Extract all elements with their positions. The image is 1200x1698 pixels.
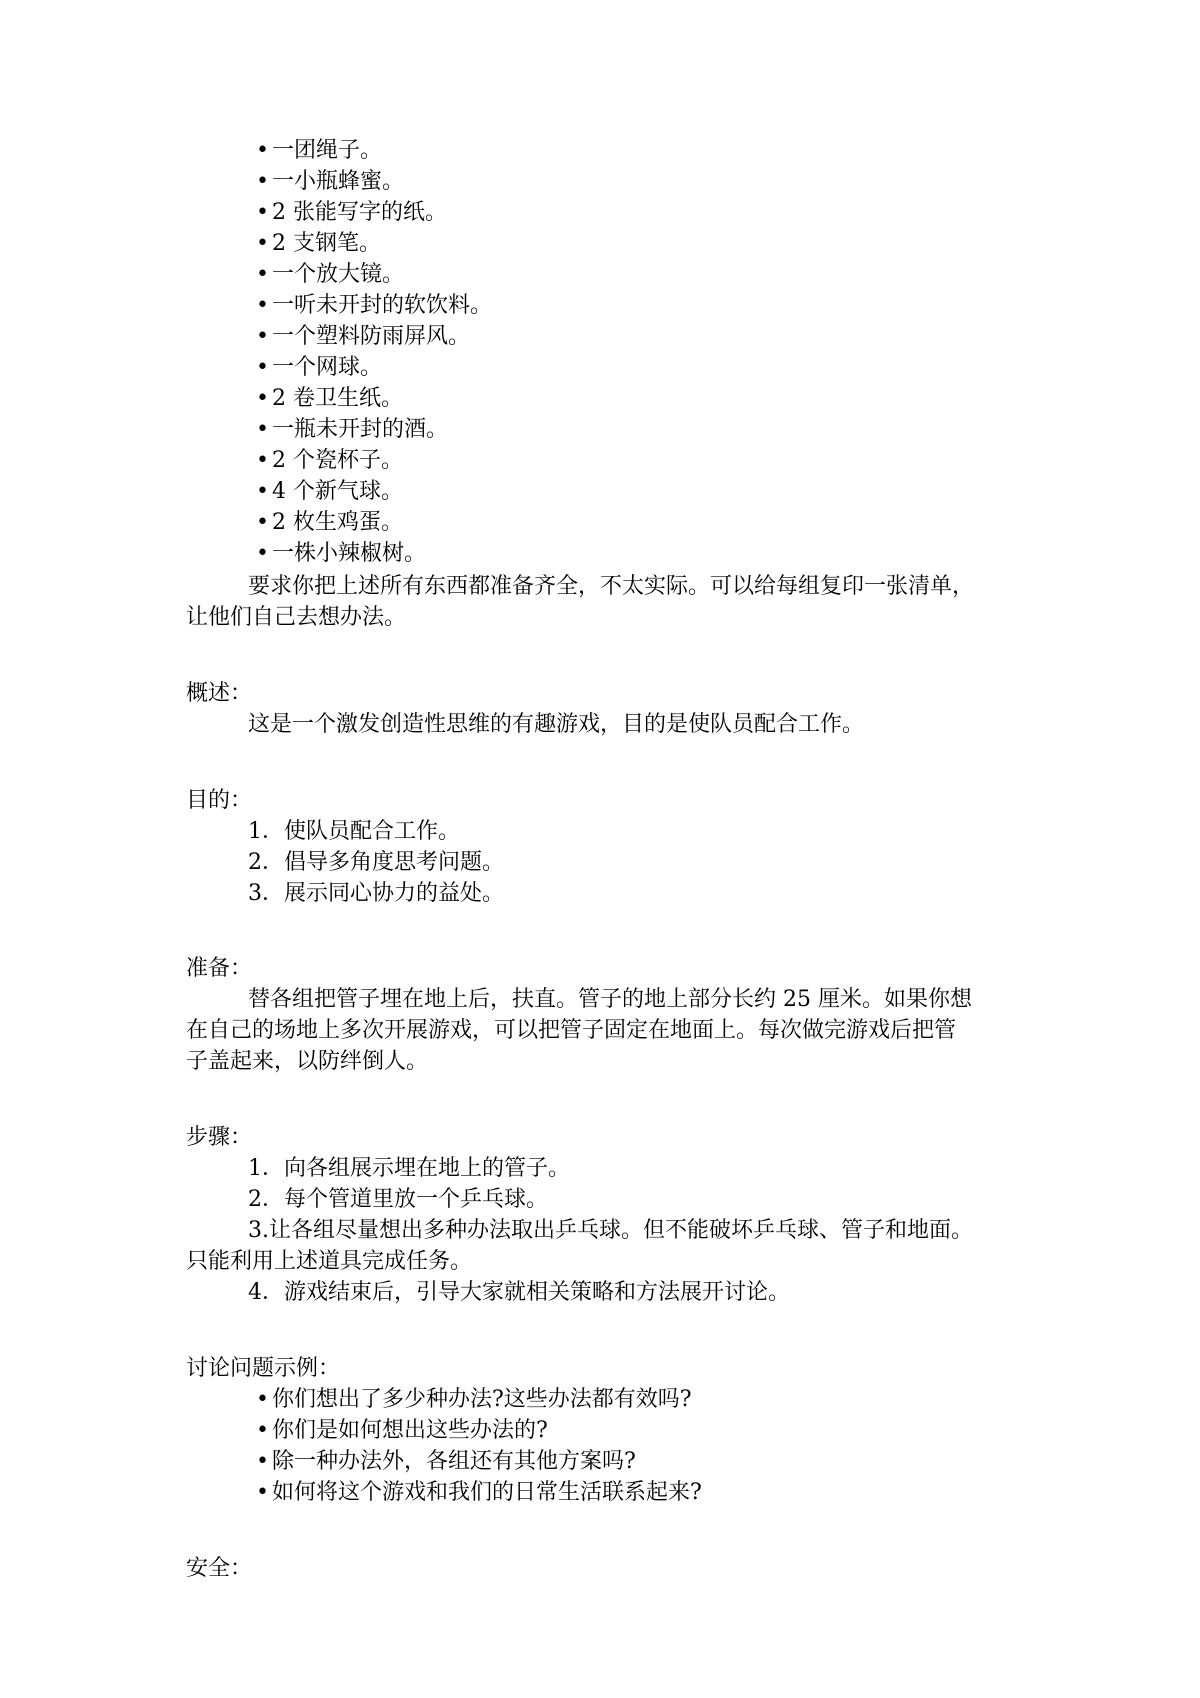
list-item: • 一个放大镜。 — [256, 264, 404, 286]
preparation-line3: 子盖起来，以防绊倒人。 — [186, 1049, 429, 1074]
step-item: 3.让各组尽量想出多种办法取出乒乓球。但不能破坏乒乓球、管子和地面。 — [248, 1218, 973, 1243]
discussion-heading: 讨论问题示例： — [186, 1356, 341, 1381]
purpose-item: 2．倡导多角度思考问题。 — [248, 850, 504, 875]
overview-heading: 概述： — [186, 681, 253, 706]
purpose-item: 1．使队员配合工作。 — [248, 819, 460, 844]
step-item-continuation: 只能利用上述道具完成任务。 — [186, 1249, 473, 1274]
materials-note-line1: 要求你把上述所有东西都准备齐全，不太实际。可以给每组复印一张清单， — [248, 574, 975, 599]
step-item: 1．向各组展示埋在地上的管子。 — [248, 1156, 570, 1181]
list-item: • 一个塑料防雨屏风。 — [256, 326, 470, 348]
list-item: • 2 支钢笔。 — [256, 233, 381, 255]
list-item: • 一听未开封的软饮料。 — [256, 295, 492, 317]
preparation-heading: 准备： — [186, 956, 253, 981]
step-item: 4．游戏结束后，引导大家就相关策略和方法展开讨论。 — [248, 1280, 790, 1305]
list-item: • 你们是如何想出这些办法的? — [256, 1420, 548, 1442]
list-item: • 4 个新气球。 — [256, 481, 403, 503]
preparation-line2: 在自己的场地上多次开展游戏，可以把管子固定在地面上。每次做完游戏后把管 — [186, 1018, 957, 1043]
purpose-item: 3．展示同心协力的益处。 — [248, 881, 504, 906]
list-item: • 如何将这个游戏和我们的日常生活联系起来? — [256, 1482, 702, 1504]
list-item: • 2 个瓷杯子。 — [256, 450, 403, 472]
list-item: • 你们想出了多少种办法?这些办法都有效吗? — [256, 1389, 692, 1411]
purpose-heading: 目的： — [186, 788, 253, 813]
steps-heading: 步骤： — [186, 1125, 253, 1150]
list-item: • 一团绳子。 — [256, 140, 382, 162]
safety-heading: 安全： — [186, 1556, 253, 1581]
list-item: • 一瓶未开封的酒。 — [256, 419, 448, 441]
list-item: • 一株小辣椒树。 — [256, 543, 426, 565]
list-item: • 2 卷卫生纸。 — [256, 388, 403, 410]
materials-note-line2: 让他们自己去想办法。 — [186, 605, 407, 630]
step-item: 2．每个管道里放一个乒乓球。 — [248, 1187, 548, 1212]
list-item: • 一个网球。 — [256, 357, 382, 379]
preparation-line1: 替各组把管子埋在地上后，扶直。管子的地上部分长约 25 厘米。如果你想 — [248, 987, 972, 1012]
overview-text: 这是一个激发创造性思维的有趣游戏，目的是使队员配合工作。 — [248, 712, 865, 737]
list-item: • 除一种办法外，各组还有其他方案吗? — [256, 1451, 636, 1473]
list-item: • 2 枚生鸡蛋。 — [256, 512, 403, 534]
list-item: • 一小瓶蜂蜜。 — [256, 171, 404, 193]
list-item: • 2 张能写字的纸。 — [256, 202, 447, 224]
